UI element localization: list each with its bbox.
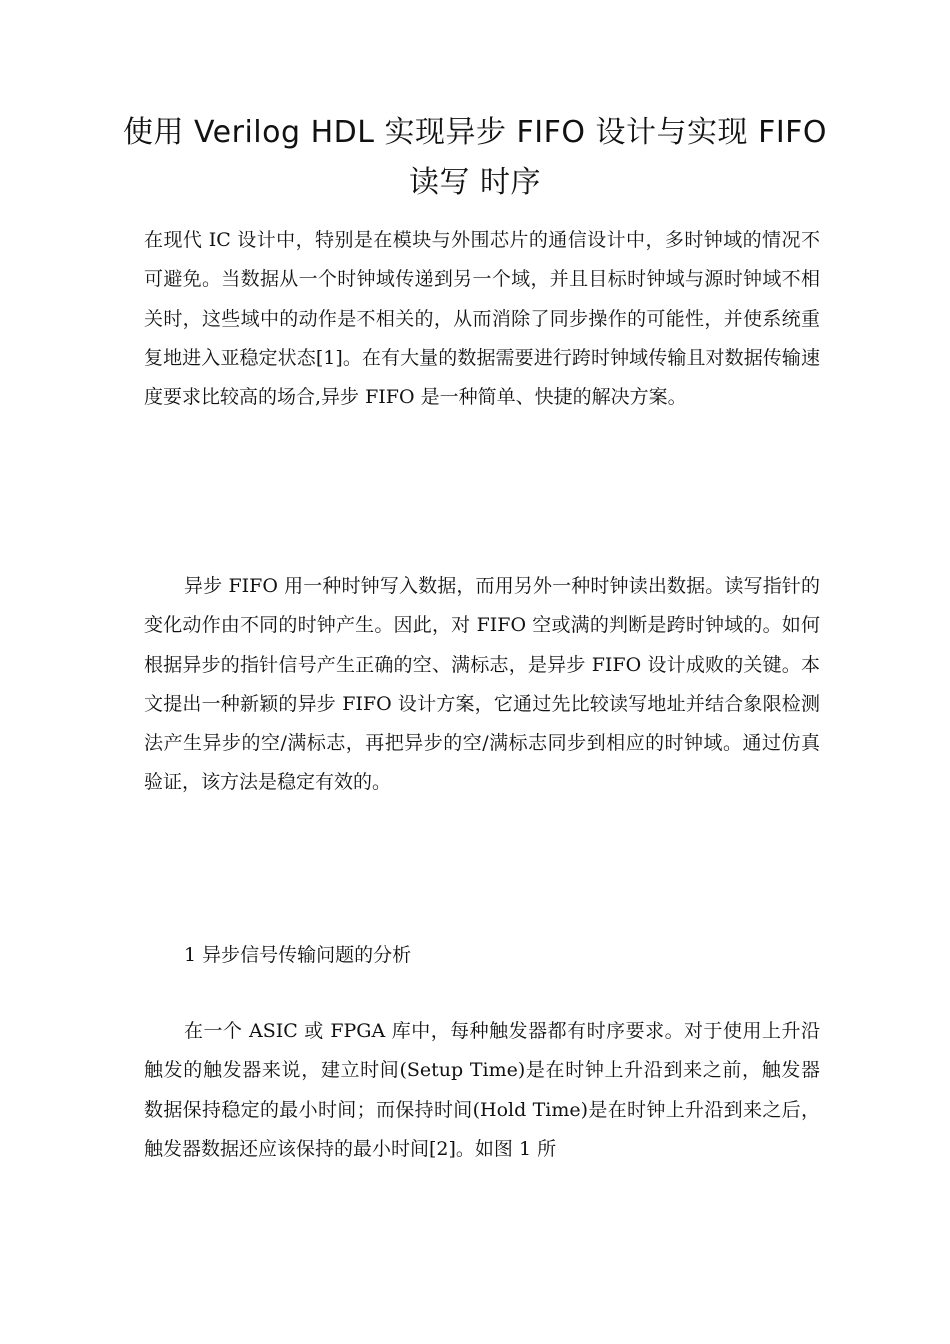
paragraph-intro: 在现代 IC 设计中，特别是在模块与外围芯片的通信设计中，多时钟域的情况不可避免。当数据从一个时钟域传递到另一个域，并且目标时钟域与源时钟域不相关时，这些域中的动作是不相关的，从而消除了同步操作的可能性，并使系统重复地进入亚稳定状态[1]。在有大量的数据需要进行跨时钟域传输且对数据传输速度要求比较高的场合,异步 FIFO 是一种简单、快捷的解决方案。 [144,229,820,409]
paragraph-async-fifo: 异步 FIFO 用一种时钟写入数据，而用另外一种时钟读出数据。读写指针的变化动作由不同的时钟产生。因此，对 FIFO 空或满的判断是跨时钟域的。如何根据异步的指针信号产生正确的空、满标志，是异步 FIFO 设计成败的关键。本文提出一种新颖的异步 FIFO 设计方案，它通过先比较读写地址并结合象限检测法产生异步的空/满标志，再把异步的空/满标志同步到相应的时钟域。通过仿真验证，该方法是稳定有效的。 [144,575,820,794]
document-title: 使用 Verilog HDL 实现异步 FIFO 设计与实现 FIFO 读写 时序 [122,115,828,200]
section-heading: 1 异步信号传输问题的分析 [184,944,412,966]
paragraph-timing: 在一个 ASIC 或 FPGA 库中，每种触发器都有时序要求。对于使用上升沿触发的触发器来说，建立时间(Setup Time)是在时钟上升沿到来之前，触发器数据保持稳定的最小时间；而保持时间(Hold Time)是在时钟上升沿到来之后，触发器数据还应该保持的最小时间[2]。如图 1 所 [144,1020,820,1160]
